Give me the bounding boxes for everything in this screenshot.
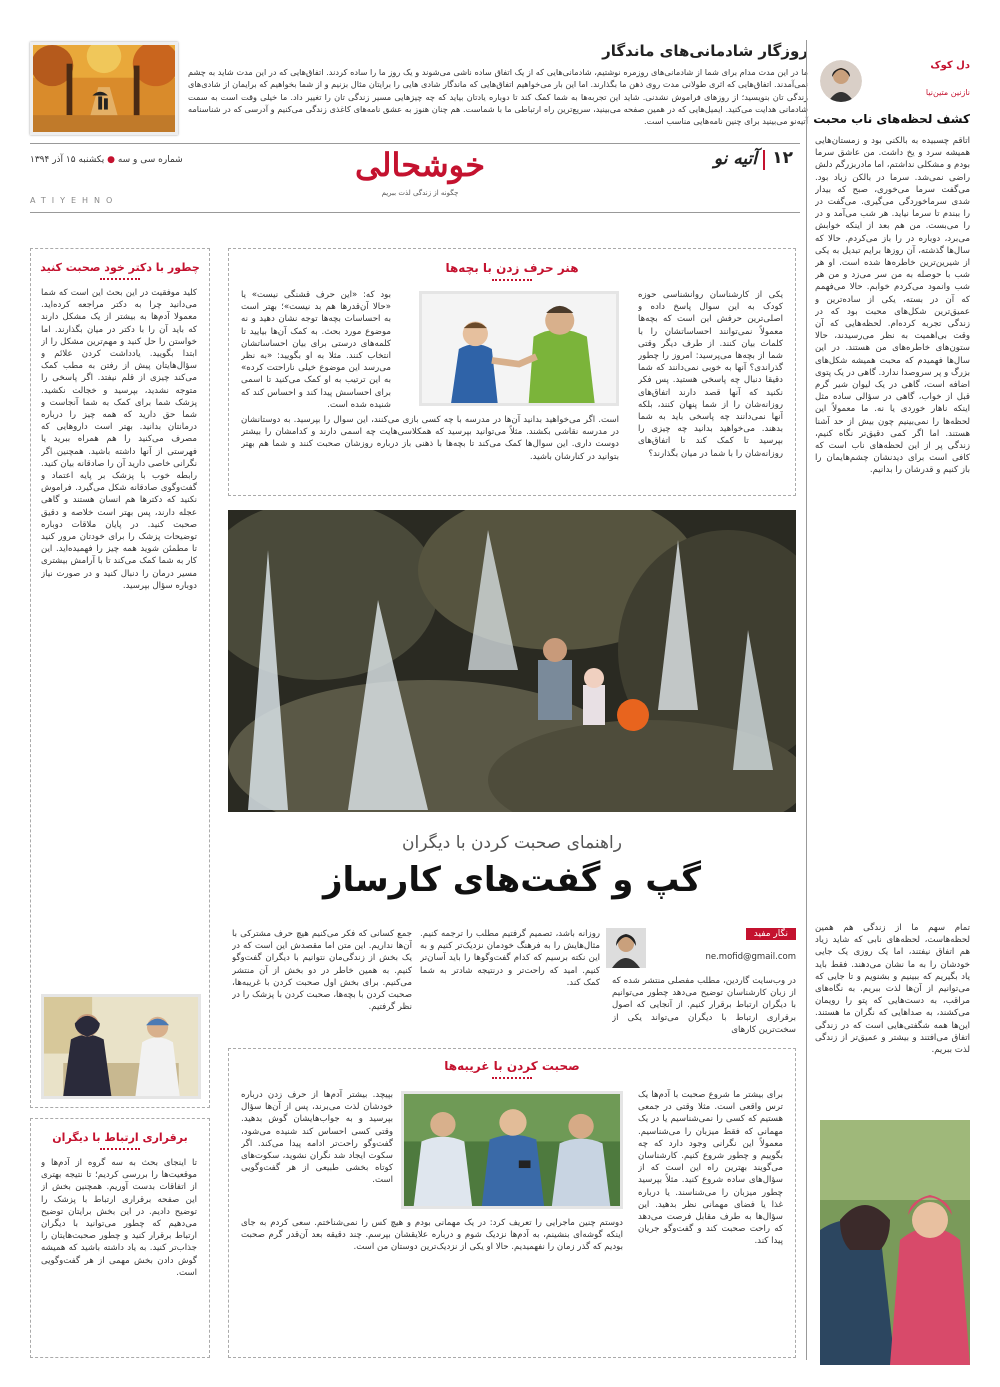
autumn-park-photo	[30, 42, 178, 135]
section-label: دل کوک	[930, 60, 970, 71]
section-name: آتیه نو	[713, 149, 757, 169]
connect-box	[30, 1118, 210, 1358]
logo	[350, 145, 490, 207]
feature-col-2: روزانه باشد، تصمیم گرفتیم مطلب را ترجمه کنیم. مثال‌هایش را به فرهنگ خودمان نزدیک‌تر کنیم و به این نکته برسیم که کدام گفت‌وگوها را باید آسان‌تر کنیم. امید که راحت‌تر و درنتیجه شادتر به شما کمک کند.	[420, 929, 600, 988]
right-column-rule	[806, 40, 807, 1360]
article-title: کشف لحظه‌های ناب محبت	[813, 112, 970, 126]
kids-box	[228, 248, 796, 496]
father-son-handshake-photo	[419, 291, 619, 406]
banner-title: روزگار شادمانی‌های ماندگار	[602, 42, 808, 60]
three-men-talking-photo	[401, 1091, 623, 1209]
masthead-top-rule	[30, 143, 800, 144]
date: یکشنبه ۱۵ آذر ۱۳۹۴	[30, 155, 105, 165]
kids-title-separator	[492, 279, 532, 281]
bullet-icon: ●	[107, 155, 115, 165]
doctor-box	[30, 248, 210, 1108]
doctor-box-title: چطور با دکتر خود صحبت کنید	[40, 261, 200, 274]
author-name-tag	[746, 928, 796, 940]
date-issue	[30, 155, 183, 165]
waterfall-family-photo	[228, 510, 796, 812]
author-email: ne.mofid@gmail.com	[705, 952, 796, 962]
strangers-col-mid: بپیچد. بیشتر آدم‌ها از حرف زدن درباره خودشان لذت می‌برند، پس از آن‌ها سؤال بپرسید و به جواب‌هایشان گوش بدهید. وقتی کسی احساس کند شنیده می‌شود، گفت‌وگو راحت‌تر ادامه پیدا می‌کند. اگر سکوت ایجاد شد نگران نشوید، سکوت‌های کوتاه بخشی طبیعی از هر گفت‌وگویی است.	[241, 1090, 393, 1186]
doctor-title-separator	[100, 278, 140, 280]
banner-text: ما در این مدت مدام برای شما از شادمانی‌های روزمره نوشتیم، شادمانی‌هایی که از یک اتفاق ساده ناشی می‌شوند و یک روز ما را ساده کردند. اتفاق‌هایی که در این مدت شاید به چشم نمی‌آمدند. اتفاق‌هایی که اثری طولانی مدت روی ذهن ما بگذارند. اما این بار می‌خواهیم اتفاق‌هایی که ماندگار شادی هایی را برایتان مثال بزنیم و از شما بخواهیم که برایمان از شادی‌های زندگی تان بنویسید؛ از روزهای فراموش نشدنی. شاید این تجربه‌ها به شما کمک کند تا دوباره یادتان بیاید که چه چیزهایی مسیر زندگی تان را تغییر داد. ما خیلی وقت است به سمت شادمانی هدایت می‌کنید. ایمیل‌هایی که در همین صفحه می‌بینید، سریع‌ترین راه ارتباطی ما با شماست. هم چنان هنوز به عشق نامه‌های کاغذی زندگی می‌کنیم و آدرسی که در شناسنامه آتیه‌نو می‌بینید برای چنین نامه‌هایی مناسب است.	[188, 67, 808, 127]
doctor-box-body: کلید موفقیت در این بحث این است که شما می‌دانید چرا به دکتر مراجعه کرده‌اید. معمولا آدم‌ها به بیشتر از یک مشکل دارند که باید آن را با دکتر در میان بگذارند. اما خواستن را حل کنید و مهم‌ترین مشکل را از ابتدا بگویید. یادداشت کردن علائم و سؤال‌هایتان پیش از رفتن به مطب کمک می‌کند چیزی از قلم نیفتد. اگر پاسخی را متوجه نشدید، بپرسید و خجالت نکشید. پزشک شما برای کمک به شما آنجاست و شما حق دارید که همه چیز را درباره درمانتان بدانید. بهتر است دارو‌هایی که مصرف می‌کنید را هم همراه ببرید یا فهرستی از آنها داشته باشید. همچنین اگر نگرانی خاصی دارید آن را صادقانه بیان کنید. رابطه خوب با پزشک بر پایه اعتماد و گفت‌وگوی صادقانه شکل می‌گیرد. فراموش نکنید که دکترها هم انسان هستند و گاهی عجله دارند، پس بهتر است خلاصه و دقیق صحبت کنید. در پایان ملاقات دوباره توضیحات پزشک را برای خودتان مرور کنید تا مطمئن شوید همه چیز را فهمیده‌اید. این کار به شما کمک می‌کند تا با آرامش بیشتری مسیر درمان را دنبال کنید و در صورت نیاز دوباره سؤال بپرسید.	[41, 288, 197, 591]
strangers-title-separator	[492, 1077, 532, 1079]
feature-kicker: راهنمای صحبت کردن با دیگران	[402, 833, 622, 853]
feature-title: گپ و گفت‌های کارساز	[322, 860, 702, 900]
kids-col-right: یکی از کارشناسان روانشناسی حوزه کودک به این سوال پاسخ داده و اصلی‌ترین حرفش این است که بچه‌ها معمولاً نمی‌توانند احساساتشان را با کلمات بیان کنند. از طرف دیگر وقتی شما از بچه‌ها می‌پرسید: امروز را چطور گذراندی؟ آنها به خوبی نمی‌دانند که شما دقیقا دنبال چه پاسخی هستید. پس فکر نکنید که آنها قصد دارند اتفاق‌های روزانه‌شان را از شما پنهان کنند، بلکه آنها نمی‌دانند چه پاسخی باید به شما بدهند. می‌خواهید بدانید چه چیزی را بپرسید تا کمک کند تا اتفاق‌های روزانه‌شان را با شما در میان بگذارند؟	[638, 290, 783, 459]
strangers-col-right: برای بیشتر ما شروع صحبت با آدم‌ها یک ترس واقعی است. مثلا وقتی در جمعی هستیم که کسی را نمی‌شناسیم یا در یک مهمانی که فقط میزبان را می‌شناسیم. معمولاً این نگرانی وجود دارد که چه بگوییم و چطور شروع کنیم. کارشناسان می‌گویند بهترین راه این است که از سؤال‌های ساده شروع کنید. مثلاً بپرسید چطور میزبان را می‌شناسند. یا درباره غذا یا فضای مهمانی نظر بدهید. این سؤال‌ها به طرف مقابل فرصت می‌دهد که راحت صحبت کند و گفت‌وگو جریان پیدا کند.	[638, 1090, 783, 1247]
page-number-bar	[763, 150, 765, 170]
top-banner	[30, 40, 808, 140]
author-avatar-nagar	[606, 928, 646, 968]
connect-box-title: برقراری ارتباط با دیگران	[52, 1131, 188, 1144]
author-avatar	[820, 60, 862, 102]
doctor-visit-photo	[41, 994, 201, 1099]
right-column-body-b: تمام سهم ما از زندگی هم همین لحظه‌هاست، لحظه‌های نابی که شاید زیاد هم اتفاق نیفتند، اما یک روزی یک جایی خودشان را به ما نشان می‌دهند. فقط باید یاد بگیریم که ببینیم و بشنویم و تا جایی که می‌توانیم از آن‌ها لذت ببریم. به نگاه‌های مراقب، به دست‌هایی که پتو را رویمان می‌کشند، به صداهایی که نگران ما هستند. این‌ها همه شگفتی‌هایی است که در زندگی اتفاق می‌افتند و بیشتر و عمیق‌تر از زندگی لذت ببریم.	[815, 923, 970, 1056]
issue-number: شماره سی و سه	[117, 155, 183, 165]
vertical-brand: ATIYEHNO	[30, 196, 119, 205]
kids-col-mid: بود که: «این حرف قشنگی نیست» یا «حالا آن‌قدرها هم بد نیست»؛ بهتر است به احساسات بچه‌ها توجه نشان دهید و نه موضوع مورد بحث. به کمک آن‌ها بیایید تا کلمه‌های درستی برای بیان احساساتشان انتخاب کنند. مثلا به او بگویید: «به نظر می‌رسد این موضوع خیلی ناراحتت کرده» به این ترتیب به او کمک می‌کنید تا اسمی برای احساسش پیدا کند و احساس کند که شنیده شده است.	[241, 290, 391, 409]
author-label: نازنین متین‌نیا	[925, 88, 970, 97]
kids-box-title: هنر حرف زدن با بچه‌ها	[445, 261, 579, 275]
mother-child-photo	[820, 1120, 970, 1365]
logo-text: خوشحالی	[355, 146, 485, 184]
connect-title-separator	[100, 1148, 140, 1150]
right-column-body: اتاقم چسبیده به بالکنی بود و زمستان‌هایی همیشه سرد و یخ داشت. من عاشق سرما بودم و مشکلی نداشتم، اما مادربزرگم دلش راضی نمی‌شد. سرما در بالکن زیاد بود. می‌گفت سرما می‌خوری، صبح که بیدار شدی سرماخوردگی می‌گیری. می‌گفت در را ببندم تا سرما نیاید. هر شب می‌آمد و در را می‌بست. من هم بعد از اینکه خوابش می‌برد، دوباره در را باز می‌کردم. حالا که سال‌ها گذشته، آن روزها برایم تبدیل به یکی از شیرین‌ترین خاطره‌ها شده است. او هر شب با حوصله به من سر می‌زد و من هر شب وانمود می‌کردم خوابم. حالا می‌فهمم که آن در بسته، یکی از ساده‌ترین و عمیق‌ترین شکل‌های محبت بود که در زندگی تجربه کرده‌ام. لحظه‌هایی که آن وقت بی‌اهمیت به نظر می‌رسیدند، حالا ستون‌های خاطره‌های من هستند. در این سال‌ها فهمیدم که محبت همیشه شکل‌های بزرگ و پر سروصدا ندارد. گاهی در یک پتوی اضافه است، گاهی در یک لیوان شیر گرم قبل از خواب، گاهی در سؤالی ساده مثل اینکه ناهار خوردی یا نه. ما معمولاً این لحظه‌ها را نمی‌بینیم چون بیش از حد آشنا هستند. اما اگر کمی دقیق‌تر نگاه کنیم، زندگی پر از این لحظه‌های ناب است که کافی است برای دیدنشان چشم‌هایمان را باز کنیم و قدرشان را بدانیم.	[815, 136, 970, 476]
page-number: ۱۲	[772, 148, 793, 168]
kids-col-left: است. اگر می‌خواهید بدانید آن‌ها در مدرسه با چه کسی بازی می‌کنند، این سوال را بپرسید. به دوستانشان در مدرسه نقاشی بکشند. مثلاً می‌توانید بپرسید که همکلاسی‌هایت چه اسمی دارند و کدامشان را بیشتر دوست داری. این سوال‌ها کمک می‌کند تا بچه‌ها با ذهنی باز درباره روزشان صحبت کنند و شما هم بهتر بتوانید در کنارشان باشید.	[241, 415, 619, 462]
connect-box-body: تا اینجای بحث به سه گروه از آدم‌ها و موقعیت‌ها را بررسی کردیم؛ تا نتیجه بهتری از اتفاقات بدست آوریم. همچنین بخش از این صفحه برقراری ارتباط با پزشک را توضیح دادیم. در این بخش برایتان توضیح می‌دهیم که چطور می‌توانید با دیگران ارتباط برقرار کنید و چطور صحبت‌هایتان را جذاب‌تر کنید. به یاد داشته باشید که همیشه گوش دادن بخش مهمی از هر گفت‌وگویی است.	[41, 1158, 197, 1278]
strangers-col-left: دوستم چنین ماجرایی را تعریف کرد: در یک مهمانی بودم و هیچ کس را نمی‌شناختم. سعی کردم به جای اینکه گوشه‌ای بنشینم، به آدم‌ها نزدیک شوم و درباره علایقشان بپرسم. چند دقیقه بعد آن‌قدر گرم صحبت بودیم که گذر زمان را نفهمیدیم. حالا او یکی از نزدیک‌ترین دوستان من است.	[241, 1218, 623, 1253]
author-name: نگار مفید	[753, 929, 788, 939]
logo-tagline: چگونه از زندگی لذت ببریم	[381, 188, 459, 197]
feature-col-1: در وب‌سایت گاردین، مطلب مفصلی منتشر شده که از زبان کارشناسان توضیح می‌دهد چطور می‌توانیم با دیگران ارتباط برقرار کنیم. از آنجایی که اصول برقراری ارتباط با دیگران می‌تواند یکی از سخت‌ترین کارهای	[612, 976, 796, 1035]
strangers-box	[228, 1048, 796, 1358]
feature-byline	[606, 928, 796, 968]
feature-col-3: جمع کسانی که فکر می‌کنیم هیچ حرف مشترکی با آن‌ها نداریم. این متن اما مقصد‌ش این است که در یک بخش از زندگی‌مان نتوانیم با دیگران گفت‌وگو کنیم. به همین خاطر در دو بخش از آن منتشر می‌کنیم. برای بخش اول صحبت کردن با غریبه‌ها، صحبت کردن با بچه‌ها، صحبت کردن با پزشک را در نظر گرفتیم.	[232, 929, 412, 1013]
masthead-bottom-rule	[30, 212, 800, 213]
strangers-box-title: صحبت کردن با غریبه‌ها	[444, 1059, 580, 1073]
